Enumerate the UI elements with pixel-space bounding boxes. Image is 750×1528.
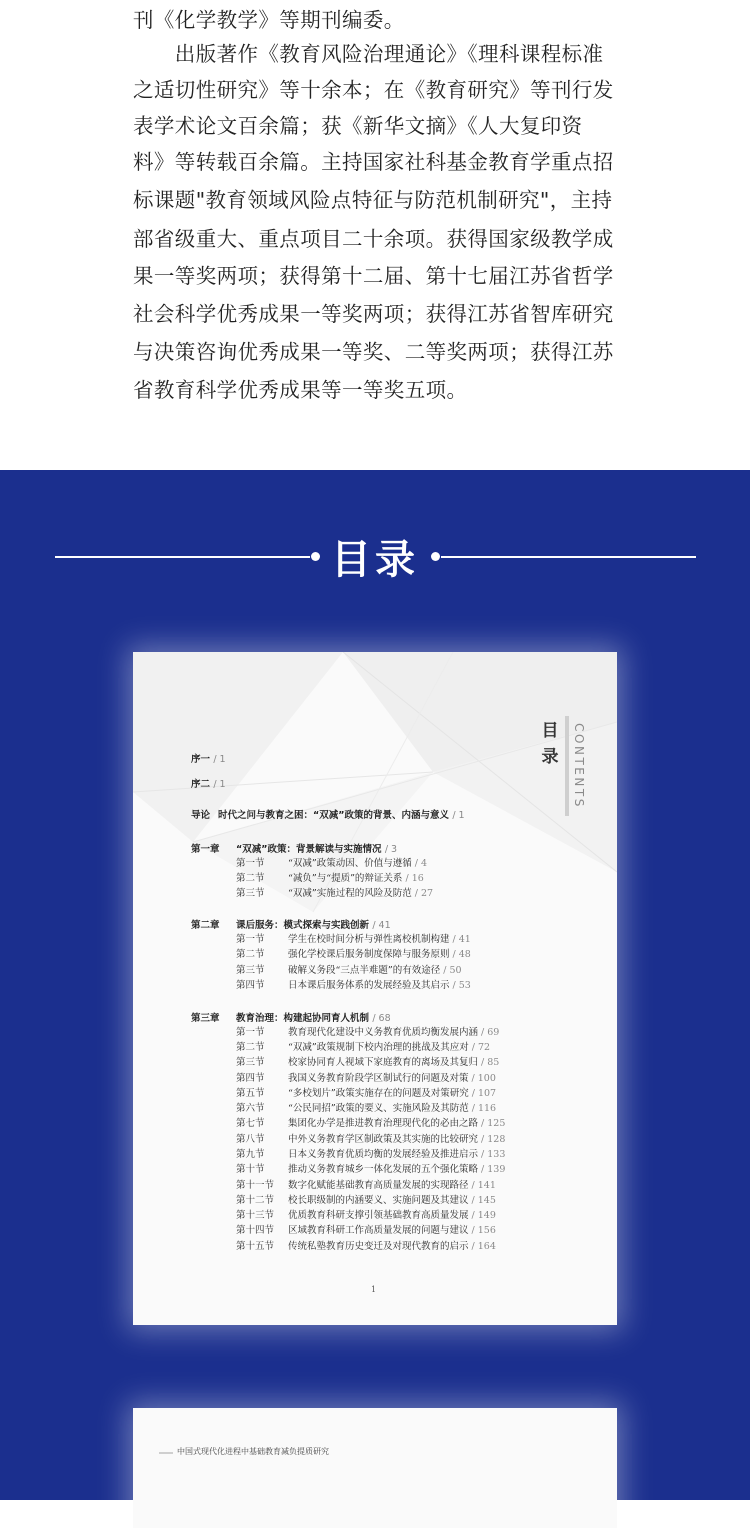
toc-section	[236, 888, 433, 900]
toc-label: 第十二节	[236, 1195, 275, 1206]
toc-section	[236, 1164, 505, 1176]
toc-title: 中外义务教育学区制政策及其实施的比较研究	[288, 1134, 479, 1145]
toc-title: “减负”与“提质”的辩证关系	[288, 873, 403, 884]
toc-section	[236, 1134, 505, 1146]
toc-section	[236, 1057, 499, 1069]
toc-label: 第一章	[191, 844, 220, 855]
toc-title: “公民同招”政策的要义、实施风险及其防范	[288, 1103, 469, 1114]
toc-section	[236, 858, 427, 870]
toc-entry	[191, 779, 226, 791]
toc-section	[236, 1118, 505, 1130]
intro-line: 果一等奖两项；获得第十二届、第十七届江苏省哲学	[133, 264, 614, 288]
toc-page-ref: / 48	[452, 949, 471, 960]
toc-section	[236, 1210, 496, 1222]
toc-label: 第三节	[236, 1057, 265, 1068]
toc-page-ref: / 149	[471, 1210, 496, 1221]
toc-title: 推动义务教育城乡一体化发展的五个强化策略	[288, 1164, 479, 1175]
header-dot-right	[431, 552, 440, 561]
toc-label: 第六节	[236, 1103, 265, 1114]
toc-title: 日本义务教育优质均衡的发展经验及推进启示	[288, 1149, 479, 1160]
toc-page-ref: / 139	[481, 1164, 506, 1175]
toc-title: 传统私塾教育历史变迁及对现代教育的启示	[288, 1241, 469, 1252]
contents-section	[0, 470, 750, 1500]
toc-title: 区域教育科研工作高质量发展的问题与建议	[288, 1225, 469, 1236]
toc-title: “双减”政策规制下校内治理的挑战及其应对	[288, 1042, 469, 1053]
toc-label: 第十四节	[236, 1225, 275, 1236]
toc-page-ref: / 41	[372, 920, 391, 931]
toc-page-ref: / 141	[471, 1180, 496, 1191]
toc-label: 第二章	[191, 920, 220, 931]
toc-page-ref: / 1	[213, 754, 226, 765]
toc-label: 第二节	[236, 1042, 265, 1053]
toc-section	[236, 873, 424, 885]
toc-title: 优质教育科研支撑引领基础教育高质量发展	[288, 1210, 469, 1221]
toc-section	[236, 1073, 496, 1085]
toc-label: 第九节	[236, 1149, 265, 1160]
toc-entry	[191, 754, 226, 766]
toc-page-ref: / 1	[452, 810, 465, 821]
toc-section	[236, 1225, 496, 1237]
contents-label-wrap	[569, 716, 589, 816]
toc-title: 集团化办学是推进教育治理现代化的必由之路	[288, 1118, 479, 1129]
toc-section	[236, 1195, 496, 1207]
toc-chapter	[191, 920, 391, 932]
toc-title: 数字化赋能基础教育高质量发展的实现路径	[288, 1180, 469, 1191]
toc-chapter	[191, 844, 397, 856]
toc-label: 第十五节	[236, 1241, 275, 1252]
intro-line: 社会科学优秀成果一等奖两项；获得江苏省智库研究	[133, 302, 614, 326]
header-divider-right	[441, 556, 696, 558]
toc-section	[236, 949, 471, 961]
toc-section	[236, 980, 471, 992]
intro-line: 出版著作《教育风险治理通论》《理科课程标准	[133, 42, 604, 66]
toc-page-ref: / 100	[471, 1073, 496, 1084]
toc-page-ref: / 53	[452, 980, 471, 991]
intro-line: 刊《化学教学》等期刊编委。	[133, 8, 405, 32]
toc-title: 学生在校时间分析与弹性离校机制构建	[288, 934, 450, 945]
toc-title: 破解义务段“三点半难题”的有效途径	[288, 965, 441, 976]
toc-title: 教育治理：构建起协同育人机制	[236, 1013, 370, 1024]
intro-section	[0, 0, 750, 470]
contents-label: CONTENTS	[572, 723, 586, 809]
toc-label: 第八节	[236, 1134, 265, 1145]
toc-page-ref: / 3	[384, 844, 398, 855]
toc-label: 第二节	[236, 949, 265, 960]
toc-label: 第一节	[236, 934, 265, 945]
toc-title: 时代之问与教育之困：“双减”政策的背景、内涵与意义	[218, 810, 449, 821]
intro-line: 标课题"教育领域风险点特征与防范机制研究"，主持	[133, 188, 613, 212]
toc-title: 日本课后服务体系的发展经验及其启示	[288, 980, 450, 991]
page-number: 1	[371, 1285, 377, 1294]
toc-title: “双减”政策：背景解读与实施情况	[236, 844, 382, 855]
toc-section	[236, 1042, 490, 1054]
toc-page	[133, 652, 617, 1325]
toc-page-ref: / 125	[481, 1118, 506, 1129]
toc-section	[236, 934, 471, 946]
toc-page-ref: / 145	[471, 1195, 496, 1206]
toc-page-ref: / 4	[414, 858, 428, 869]
toc-section	[236, 965, 462, 977]
toc-label: 第十节	[236, 1164, 265, 1175]
toc-page-ref: / 27	[414, 888, 434, 899]
toc-label: 第三章	[191, 1013, 220, 1024]
intro-line: 部省级重大、重点项目二十余项。获得国家级教学成	[133, 227, 614, 251]
toc-label: 第十三节	[236, 1210, 275, 1221]
toc-section	[236, 1103, 496, 1115]
next-page	[133, 1408, 617, 1528]
toc-page-ref: / 69	[481, 1027, 500, 1038]
toc-section	[236, 1241, 496, 1253]
toc-heading-text: 目录	[541, 721, 559, 767]
toc-page-ref: / 107	[471, 1088, 497, 1099]
toc-section	[236, 1180, 496, 1192]
toc-page-ref: / 16	[405, 873, 424, 884]
toc-label: 第三节	[236, 888, 265, 899]
toc-entry	[191, 810, 465, 822]
toc-title: 校家协同育人视域下家庭教育的离场及其复归	[288, 1057, 479, 1068]
toc-page-ref: / 41	[452, 934, 471, 945]
toc-label: 第一节	[236, 858, 265, 869]
toc-label: 第一节	[236, 1027, 265, 1038]
intro-line: 省教育科学优秀成果等一等奖五项。	[133, 378, 468, 402]
toc-heading	[538, 718, 562, 770]
toc-title: “双减”政策动因、价值与遵循	[288, 858, 412, 869]
toc-title: “双减”实施过程的风险及防范	[288, 888, 412, 899]
toc-label: 第三节	[236, 965, 265, 976]
toc-page-ref: / 116	[471, 1103, 497, 1114]
intro-line: 料》等转载百余篇。主持国家社科基金教育学重点招	[133, 150, 614, 174]
toc-label: 序一	[191, 754, 211, 765]
toc-label: 第十一节	[236, 1180, 275, 1191]
intro-line: 表学术论文百余篇；获《新华文摘》《人大复印资	[133, 114, 583, 138]
toc-section	[236, 1149, 505, 1161]
toc-title: 校长职级制的内涵要义、实施问题及其建议	[288, 1195, 469, 1206]
toc-page-ref: / 164	[471, 1241, 496, 1252]
toc-title: 强化学校课后服务制度保障与服务原则	[288, 949, 450, 960]
toc-label: 第二节	[236, 873, 265, 884]
toc-page-ref: / 128	[481, 1134, 506, 1145]
toc-page-ref: / 68	[372, 1013, 391, 1024]
intro-line: 之适切性研究》等十余本；在《教育研究》等刊行发	[133, 78, 614, 102]
toc-title: 课后服务：模式探索与实践创新	[236, 920, 370, 931]
section-title: 目录	[331, 537, 419, 583]
toc-title: 教育现代化建设中义务教育优质均衡发展内涵	[288, 1027, 479, 1038]
toc-page-ref: / 1	[213, 779, 226, 790]
toc-title: “多校划片”政策实施存在的问题及对策研究	[288, 1088, 469, 1099]
toc-label: 序二	[191, 779, 211, 790]
toc-label: 第四节	[236, 1073, 265, 1084]
running-head: 中国式现代化进程中基础教育减负提质研究	[177, 1447, 329, 1456]
toc-page-ref: / 85	[481, 1057, 500, 1068]
toc-page-ref: / 156	[471, 1225, 496, 1236]
toc-label: 第五节	[236, 1088, 265, 1099]
toc-label: 第七节	[236, 1118, 265, 1129]
toc-page-ref: / 50	[443, 965, 462, 976]
toc-page-ref: / 72	[471, 1042, 491, 1053]
toc-section	[236, 1027, 499, 1039]
toc-chapter	[191, 1013, 391, 1025]
header-divider-left	[55, 556, 310, 558]
toc-section	[236, 1088, 496, 1100]
toc-label: 导论	[191, 810, 211, 821]
toc-title: 我国义务教育阶段学区制试行的问题及对策	[288, 1073, 469, 1084]
toc-page-ref: / 133	[481, 1149, 506, 1160]
intro-line: 与决策咨询优秀成果一等奖、二等奖两项；获得江苏	[133, 340, 614, 364]
toc-label: 第四节	[236, 980, 265, 991]
running-head-bar	[159, 1452, 173, 1454]
